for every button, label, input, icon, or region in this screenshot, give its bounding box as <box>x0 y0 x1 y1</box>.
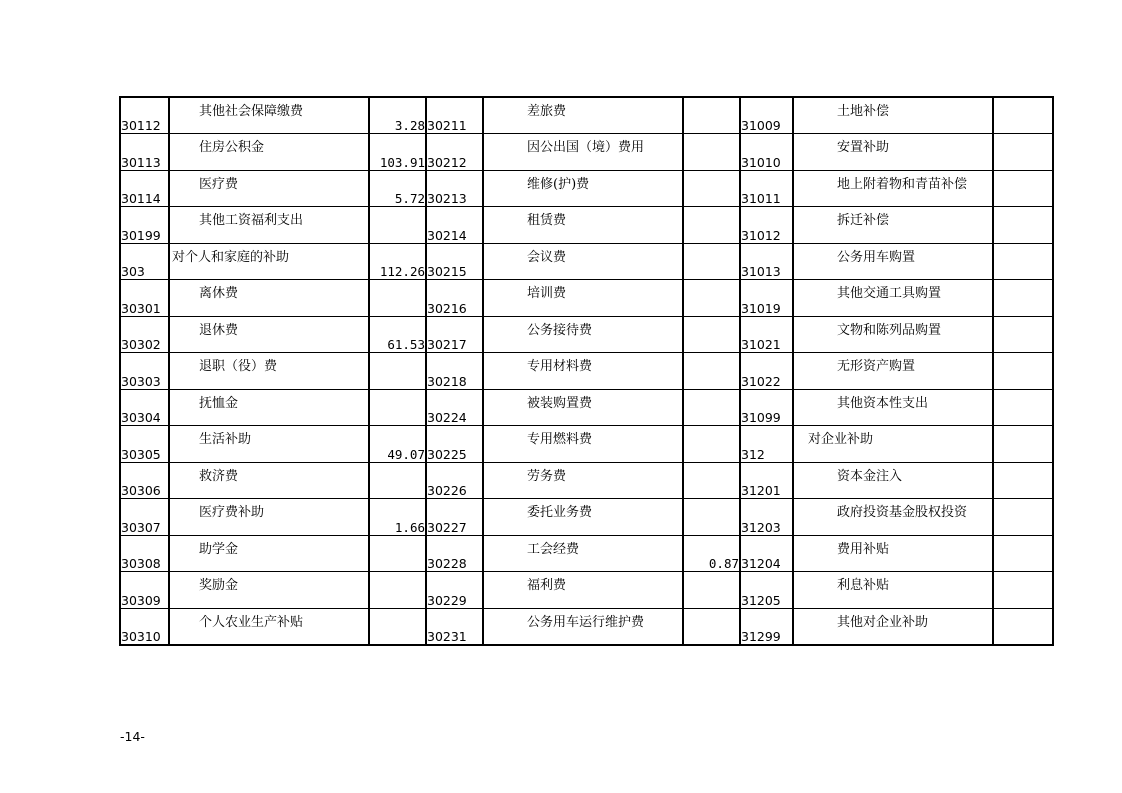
account-name <box>483 134 683 171</box>
account-code: 31022 <box>740 353 793 390</box>
amount <box>683 462 740 499</box>
table-row <box>120 243 1053 280</box>
account-name <box>793 170 993 207</box>
account-name <box>793 608 993 645</box>
account-code: 30228 <box>426 535 483 572</box>
amount <box>683 426 740 463</box>
amount <box>369 353 426 390</box>
amount: 5.72 <box>369 170 426 207</box>
amount <box>993 207 1053 244</box>
account-name-text: 资本金注入 <box>837 468 903 484</box>
amount <box>993 97 1053 134</box>
account-code: 30214 <box>426 207 483 244</box>
amount: 61.53 <box>369 316 426 353</box>
account-name-text: 抚恤金 <box>199 395 239 411</box>
amount <box>683 316 740 353</box>
account-name-text: 地上附着物和青苗补偿 <box>837 176 968 192</box>
account-code: 30301 <box>120 280 169 317</box>
amount <box>993 426 1053 463</box>
account-name <box>483 243 683 280</box>
amount: 49.07 <box>369 426 426 463</box>
account-code: 31012 <box>740 207 793 244</box>
account-name <box>793 97 993 134</box>
account-name-text: 劳务费 <box>527 468 567 484</box>
account-name <box>483 97 683 134</box>
account-code: 31009 <box>740 97 793 134</box>
account-name-text: 住房公积金 <box>199 140 265 155</box>
amount <box>683 243 740 280</box>
table-row <box>120 170 1053 207</box>
table-row <box>120 207 1053 244</box>
account-code: 30199 <box>120 207 169 244</box>
account-name-text: 无形资产购置 <box>837 359 916 374</box>
account-code: 30310 <box>120 608 169 645</box>
account-name <box>793 280 993 317</box>
account-code: 30308 <box>120 535 169 572</box>
account-name-text: 其他交通工具购置 <box>837 286 942 301</box>
table-row <box>120 280 1053 317</box>
account-name-text: 专用材料费 <box>527 359 593 374</box>
amount <box>993 134 1053 171</box>
account-code: 30307 <box>120 499 169 536</box>
table-row <box>120 572 1053 609</box>
amount <box>993 170 1053 207</box>
account-name-text: 对个人和家庭的补助 <box>172 249 290 265</box>
amount <box>369 535 426 572</box>
account-code: 31013 <box>740 243 793 280</box>
account-code: 30229 <box>426 572 483 609</box>
amount <box>993 572 1053 609</box>
table-row <box>120 97 1053 134</box>
account-code: 30227 <box>426 499 483 536</box>
amount <box>683 280 740 317</box>
account-name <box>483 316 683 353</box>
account-code: 30211 <box>426 97 483 134</box>
account-code: 30212 <box>426 134 483 171</box>
account-name <box>169 389 369 426</box>
account-name-text: 助学金 <box>199 541 239 557</box>
account-name-text: 其他资本性支出 <box>837 395 929 411</box>
account-name <box>169 353 369 390</box>
account-name-text: 退休费 <box>199 322 239 338</box>
account-name-text: 利息补贴 <box>837 578 890 593</box>
table-row <box>120 353 1053 390</box>
account-code: 30226 <box>426 462 483 499</box>
amount <box>683 97 740 134</box>
account-name <box>793 499 993 536</box>
account-name <box>483 280 683 317</box>
account-code: 31201 <box>740 462 793 499</box>
account-name <box>483 170 683 207</box>
account-name-text: 公务接待费 <box>527 322 593 338</box>
amount <box>369 207 426 244</box>
account-name-text: 离休费 <box>199 286 239 301</box>
account-name <box>169 243 369 280</box>
account-code: 30306 <box>120 462 169 499</box>
table-row <box>120 426 1053 463</box>
account-name-text: 土地补偿 <box>837 104 890 119</box>
table-row <box>120 608 1053 645</box>
account-name <box>483 207 683 244</box>
account-name <box>169 280 369 317</box>
account-name <box>483 353 683 390</box>
amount <box>683 134 740 171</box>
account-name-text: 会议费 <box>527 249 567 265</box>
account-name <box>169 207 369 244</box>
account-code: 30309 <box>120 572 169 609</box>
account-name-text: 租赁费 <box>527 213 567 228</box>
account-name <box>483 499 683 536</box>
account-name-text: 救济费 <box>199 468 239 484</box>
amount <box>683 499 740 536</box>
account-name <box>793 462 993 499</box>
table-row <box>120 535 1053 572</box>
account-name-text: 其他社会保障缴费 <box>199 104 304 119</box>
account-name <box>793 134 993 171</box>
account-name-text: 费用补贴 <box>837 541 890 557</box>
amount <box>993 499 1053 536</box>
account-name <box>169 462 369 499</box>
account-name-text: 公务用车运行维护费 <box>527 614 645 630</box>
account-code: 31204 <box>740 535 793 572</box>
account-name-text: 生活补助 <box>199 432 252 447</box>
account-name <box>793 243 993 280</box>
account-code: 30113 <box>120 134 169 171</box>
account-code: 30218 <box>426 353 483 390</box>
account-name <box>169 97 369 134</box>
amount <box>369 608 426 645</box>
account-code: 30213 <box>426 170 483 207</box>
amount <box>369 389 426 426</box>
account-name-text: 其他对企业补助 <box>837 614 929 630</box>
account-name <box>169 316 369 353</box>
account-name-text: 医疗费 <box>199 176 239 192</box>
account-code: 30112 <box>120 97 169 134</box>
page-number: -14- <box>120 729 145 744</box>
table-row <box>120 499 1053 536</box>
account-code: 30224 <box>426 389 483 426</box>
account-name <box>483 389 683 426</box>
account-code: 303 <box>120 243 169 280</box>
account-name-text: 被装购置费 <box>527 395 593 411</box>
amount <box>993 280 1053 317</box>
account-name-text: 维修(护)费 <box>527 176 590 192</box>
account-name <box>793 353 993 390</box>
account-name <box>169 426 369 463</box>
table-row <box>120 462 1053 499</box>
amount <box>369 572 426 609</box>
amount <box>993 316 1053 353</box>
amount <box>993 608 1053 645</box>
account-name-text: 专用燃料费 <box>527 432 593 447</box>
account-name-text: 文物和陈列品购置 <box>837 322 942 338</box>
account-code: 30302 <box>120 316 169 353</box>
account-code: 31205 <box>740 572 793 609</box>
amount <box>993 535 1053 572</box>
account-code: 31099 <box>740 389 793 426</box>
amount: 103.91 <box>369 134 426 171</box>
account-name <box>483 535 683 572</box>
amount <box>683 207 740 244</box>
account-code: 30225 <box>426 426 483 463</box>
account-name-text: 差旅费 <box>527 104 567 119</box>
amount <box>993 389 1053 426</box>
account-name-text: 因公出国（境）费用 <box>527 140 645 155</box>
account-code: 31203 <box>740 499 793 536</box>
account-name <box>169 572 369 609</box>
amount: 1.66 <box>369 499 426 536</box>
account-code: 30216 <box>426 280 483 317</box>
account-name-text: 安置补助 <box>837 140 890 155</box>
amount <box>369 462 426 499</box>
account-name <box>793 426 993 463</box>
account-name-text: 公务用车购置 <box>837 249 916 265</box>
account-name <box>483 572 683 609</box>
account-name <box>793 207 993 244</box>
amount: 3.28 <box>369 97 426 134</box>
account-code: 30303 <box>120 353 169 390</box>
amount <box>683 389 740 426</box>
table-row <box>120 316 1053 353</box>
account-name-text: 医疗费补助 <box>199 505 265 520</box>
account-code: 31011 <box>740 170 793 207</box>
account-code: 30231 <box>426 608 483 645</box>
account-name <box>793 389 993 426</box>
account-code: 31019 <box>740 280 793 317</box>
account-name <box>483 608 683 645</box>
amount: 112.26 <box>369 243 426 280</box>
amount <box>683 353 740 390</box>
budget-expenditure-table <box>119 96 1054 646</box>
amount <box>683 608 740 645</box>
table-row <box>120 389 1053 426</box>
account-name-text: 政府投资基金股权投资 <box>837 505 968 520</box>
account-name <box>793 316 993 353</box>
account-name-text: 委托业务费 <box>527 505 593 520</box>
account-code: 31021 <box>740 316 793 353</box>
account-name-text: 拆迁补偿 <box>837 213 890 228</box>
account-name <box>483 462 683 499</box>
account-name-text: 福利费 <box>527 578 567 593</box>
account-code: 30217 <box>426 316 483 353</box>
account-name <box>483 426 683 463</box>
amount <box>993 243 1053 280</box>
account-name <box>169 608 369 645</box>
amount <box>993 353 1053 390</box>
amount <box>993 462 1053 499</box>
table-body <box>120 97 1053 645</box>
account-code: 312 <box>740 426 793 463</box>
account-name <box>169 134 369 171</box>
account-name-text: 个人农业生产补贴 <box>199 614 304 630</box>
account-code: 31299 <box>740 608 793 645</box>
account-name <box>169 170 369 207</box>
account-code: 31010 <box>740 134 793 171</box>
account-name-text: 奖励金 <box>199 578 239 593</box>
account-name <box>169 499 369 536</box>
account-name <box>169 535 369 572</box>
amount <box>683 170 740 207</box>
account-code: 30215 <box>426 243 483 280</box>
amount <box>369 280 426 317</box>
account-name-text: 工会经费 <box>527 541 580 557</box>
account-name-text: 对企业补助 <box>808 432 874 447</box>
account-name-text: 培训费 <box>527 286 567 301</box>
account-name-text: 其他工资福利支出 <box>199 213 304 228</box>
account-code: 30305 <box>120 426 169 463</box>
account-name-text: 退职（役）费 <box>199 359 278 374</box>
account-name <box>793 535 993 572</box>
amount: 0.87 <box>683 535 740 572</box>
table-row <box>120 134 1053 171</box>
account-code: 30114 <box>120 170 169 207</box>
amount <box>683 572 740 609</box>
account-code: 30304 <box>120 389 169 426</box>
account-name <box>793 572 993 609</box>
